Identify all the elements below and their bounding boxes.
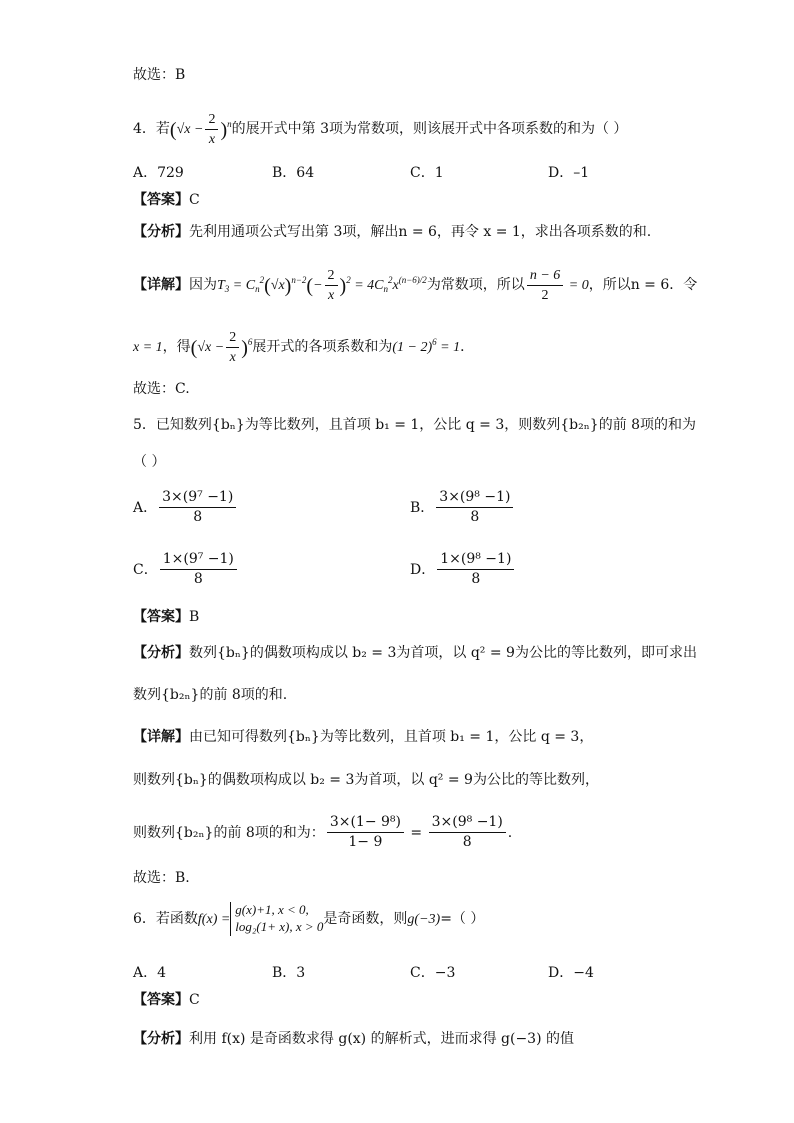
q6-piecewise: g(x)+1, x < 0, log₂(1+ x), x > 0 [230,902,323,936]
q6-option-c[interactable]: C．−3 [410,965,456,981]
q4-option-d[interactable]: D．–1 [548,165,590,181]
q4-detail-line1: 【详解】因为$T_3 = C_n^2(√x)^{n-2}(-$ $\frac{2}{x}$ )$^2 = 4C_n^2x^{(n-6)/2}$为常数项，所以 $\frac{n - 6}{2}$ = 0，所以n = 6．令 [133,268,698,304]
q5-detail-line1: 【详解】由已知可得数列{bₙ}为等比数列，且首项 b₁ = 1，公比 q = 3， [133,729,594,745]
q4-option-a[interactable]: A．729 [133,165,184,181]
q5-detail-line2: 则数列{bₙ}的偶数项构成以 b₂ = 3为首项，以 q² = 9为公比的等比数列， [133,772,599,788]
q4-option-c[interactable]: C．1 [410,165,444,181]
q4-answer: 【答案】C [133,192,200,208]
q5-analysis-line1: 【分析】数列{bₙ}的偶数项构成以 b₂ = 3为首项，以 q² = 9为公比的等比数列，即可求出 [133,645,697,661]
q5-option-d[interactable]: D． $\frac{\text{1×(9⁸ −1)}}{8}$ [410,552,516,588]
q5-option-c[interactable]: C． $\frac{\text{1×(9⁷ −1)}}{8}$ [133,552,239,588]
q5-paren: （ ） [133,454,166,470]
q6-answer: 【答案】C [133,992,200,1008]
q3-conclusion: 故选：B [133,67,186,83]
q4-analysis: 【分析】先利用通项公式写出第 3项，解出n = 6，再令 x = 1，求出各项系数的和. [133,224,652,240]
q4-binomial-expr: (√x − $\frac{2}{x}$ )$^n$ [169,112,232,148]
q5-conclusion: 故选：B. [133,870,190,886]
q6-option-a[interactable]: A．4 [133,965,167,981]
q4-detail-line2: x = 1，得(√x − $\frac{2}{x}$ )$^6$展开式的各项系数和为$(1 - 2)^6 = 1$． [133,330,475,366]
q6-option-d[interactable]: D．−4 [548,965,594,981]
q4-option-b[interactable]: B．64 [272,165,315,181]
q6-option-b[interactable]: B．3 [272,965,306,981]
q6-stem: 6．若函数f(x) =g(x)+1, x < 0, log₂(1+ x), x > 0是奇函数，则g(−3)=（ ） [133,902,485,934]
q5-analysis-line2: 数列{b₂ₙ}的前 8项的和. [133,687,288,703]
q5-detail-line3: 则数列{b₂ₙ}的前 8项的和为： $\frac{\text{3×(1− 9⁸)}}{1- 9}$ = $\frac{\text{3×(9⁸ −1)}}{8}$ . [133,814,513,851]
q5-stem: 5．已知数列{bₙ}为等比数列，且首项 b₁ = 1，公比 q = 3，则数列{b₂ₙ}的前 8项的和为 [133,417,697,433]
q5-option-a[interactable]: A． $\frac{\text{3×(9⁷ −1)}}{8}$ [133,490,238,526]
q6-analysis: 【分析】利用 f(x) 是奇函数求得 g(x) 的解析式，进而求得 g(−3) 的值 [133,1031,575,1047]
q4-conclusion: 故选：C. [133,381,190,397]
q4-stem: 4．若(√x − $\frac{2}{x}$ )$^n$的展开式中第 3项为常数项，则该展开式中各项系数的和为（ ） [133,112,628,148]
q5-option-b[interactable]: B． $\frac{\text{3×(9⁸ −1)}}{8}$ [410,490,515,526]
q5-answer: 【答案】B [133,609,200,625]
